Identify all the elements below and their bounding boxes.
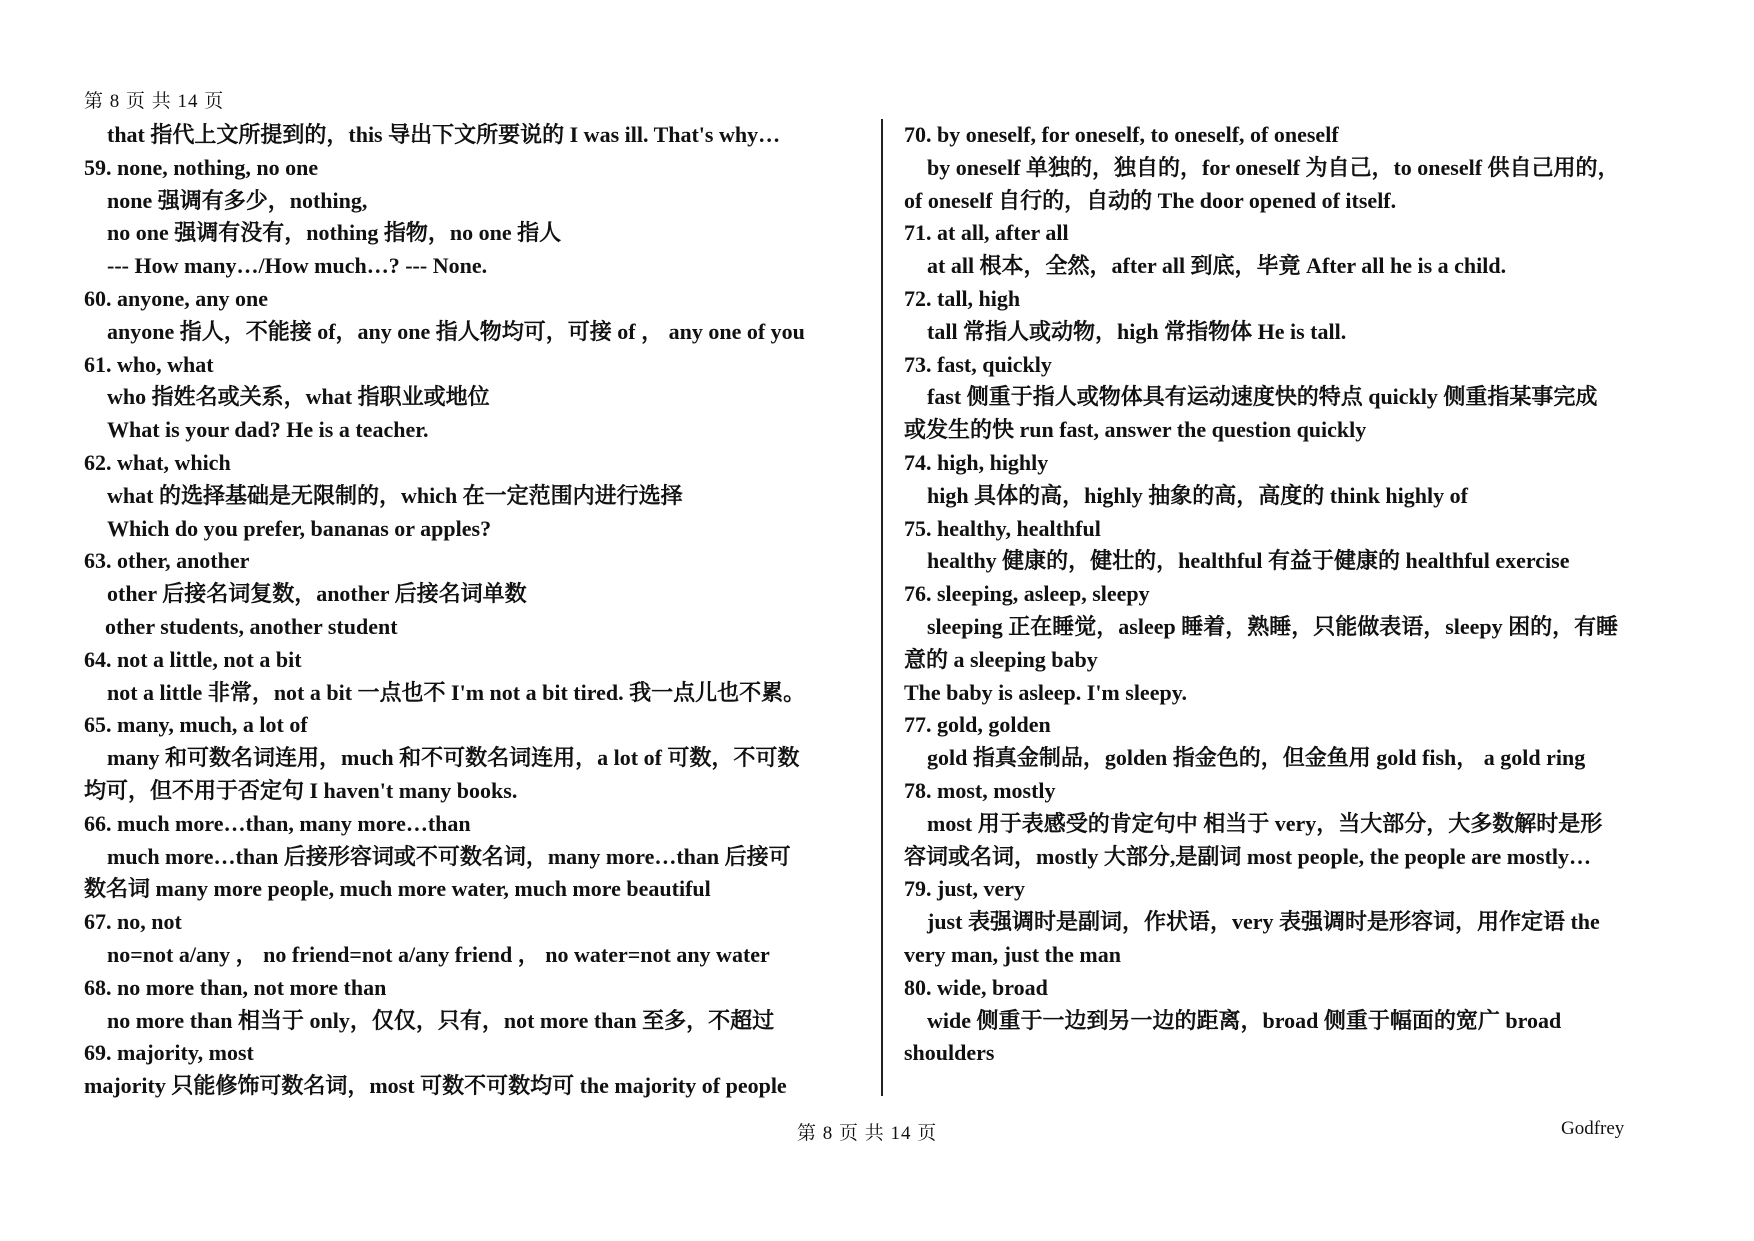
- text-line: 61. who, what: [84, 351, 214, 377]
- text-line: 65. many, much, a lot of: [84, 712, 308, 738]
- text-line: fast 侧重于指人或物体具有运动速度快的特点 quickly 侧重指某事完成: [927, 384, 1598, 410]
- text-line: what 的选择基础是无限制的，which 在一定范围内进行选择: [107, 482, 683, 508]
- text-line: 68. no more than, not more than: [84, 974, 387, 1000]
- text-line: 74. high, highly: [904, 449, 1049, 475]
- header-page-number: 第 8 页 共 14 页: [84, 91, 225, 112]
- text-line: 79. just, very: [904, 876, 1025, 902]
- text-line: none 强调有多少，nothing,: [107, 187, 368, 213]
- text-line: sleeping 正在睡觉，asleep 睡着，熟睡，只能做表语，sleepy 困的，有睡: [927, 613, 1619, 639]
- text-line: 73. fast, quickly: [904, 351, 1052, 377]
- text-line: 80. wide, broad: [904, 974, 1048, 1000]
- footer-author: Godfrey: [1561, 1118, 1625, 1139]
- text-line: 60. anyone, any one: [84, 285, 268, 311]
- text-line: 67. no, not: [84, 909, 182, 935]
- text-line: 70. by oneself, for oneself, to oneself, of oneself: [904, 122, 1339, 147]
- text-line: high 具体的高，highly 抽象的高，高度的 think highly of: [927, 482, 1468, 508]
- text-line: 76. sleeping, asleep, sleepy: [904, 581, 1150, 607]
- column-divider: [881, 119, 883, 1096]
- text-line: of oneself 自行的，自动的 The door opened of itself.: [904, 187, 1397, 213]
- text-line: no one 强调有没有，nothing 指物，no one 指人: [107, 220, 562, 246]
- text-line: that 指代上文所提到的，this 导出下文所要说的 I was ill. That's why…: [107, 122, 781, 147]
- footer-page-number: 第 8 页 共 14 页: [797, 1123, 938, 1144]
- text-line: Which do you prefer, bananas or apples?: [107, 515, 492, 541]
- text-line: 59. none, nothing, no one: [84, 154, 319, 180]
- text-line: 63. other, another: [84, 548, 250, 574]
- text-line: --- How many…/How much…? --- None.: [107, 253, 488, 279]
- text-line: much more…than 后接形容词或不可数名词，many more…than 后接可: [107, 843, 791, 869]
- text-line: very man, just the man: [904, 941, 1121, 967]
- text-line: just 表强调时是副词，作状语，very 表强调时是形容词，用作定语 the: [927, 909, 1600, 935]
- text-line: 78. most, mostly: [904, 777, 1056, 803]
- text-line: not a little 非常，not a bit 一点也不 I'm not a bit tired. 我一点儿也不累。: [107, 679, 806, 705]
- text-line: by oneself 单独的，独自的，for oneself 为自己，to oneself 供自己用的，: [927, 154, 1620, 180]
- text-line: 均可，但不用于否定句 I haven't many books.: [84, 777, 518, 803]
- text-line: What is your dad? He is a teacher.: [107, 417, 429, 443]
- text-line: other 后接名词复数，another 后接名词单数: [107, 581, 527, 607]
- text-line: 66. much more…than, many more…than: [84, 810, 471, 836]
- text-line: 69. majority, most: [84, 1040, 254, 1066]
- text-line: 71. at all, after all: [904, 220, 1069, 246]
- text-line: at all 根本，全然，after all 到底，毕竟 After all he is a child.: [927, 253, 1507, 279]
- text-line: anyone 指人，不能接 of，any one 指人物均可，可接 of ， any one of you: [107, 318, 805, 344]
- text-line: no=not a/any ， no friend=not a/any friend ， no water=not any water: [107, 941, 770, 967]
- text-line: 意的 a sleeping baby: [904, 646, 1098, 672]
- text-line: shoulders: [904, 1040, 995, 1066]
- text-line: 或发生的快 run fast, answer the question quickly: [904, 417, 1367, 443]
- text-line: other students, another student: [105, 613, 398, 639]
- right-column: [904, 119, 1692, 1070]
- text-line: The baby is asleep. I'm sleepy.: [904, 679, 1187, 705]
- text-line: 77. gold, golden: [904, 712, 1051, 738]
- text-line: gold 指真金制品，golden 指金色的，但金鱼用 gold fish， a gold ring: [927, 745, 1586, 771]
- text-line: healthy 健康的，健壮的，healthful 有益于健康的 healthful exercise: [927, 548, 1570, 574]
- text-line: 数名词 many more people, much more water, much more beautiful: [84, 876, 711, 902]
- text-line: 容词或名词，mostly 大部分,是副词 most people, the people are mostly…: [904, 843, 1592, 869]
- text-line: majority 只能修饰可数名词，most 可数不可数均可 the majority of people: [84, 1073, 787, 1099]
- text-line: who 指姓名或关系，what 指职业或地位: [107, 384, 490, 410]
- text-line: 62. what, which: [84, 449, 231, 475]
- text-line: wide 侧重于一边到另一边的距离，broad 侧重于幅面的宽广 broad: [927, 1007, 1562, 1033]
- text-line: 75. healthy, healthful: [904, 515, 1101, 541]
- text-line: most 用于表感受的肯定句中 相当于 very，当大部分，大多数解时是形: [927, 810, 1603, 836]
- text-line: 64. not a little, not a bit: [84, 646, 302, 672]
- text-line: 72. tall, high: [904, 285, 1021, 311]
- text-line: many 和可数名词连用，much 和不可数名词连用，a lot of 可数，不可数: [107, 745, 800, 771]
- text-line: tall 常指人或动物，high 常指物体 He is tall.: [927, 318, 1347, 344]
- text-line: no more than 相当于 only，仅仅，只有，not more than 至多，不超过: [107, 1007, 775, 1033]
- left-column: [84, 119, 868, 1103]
